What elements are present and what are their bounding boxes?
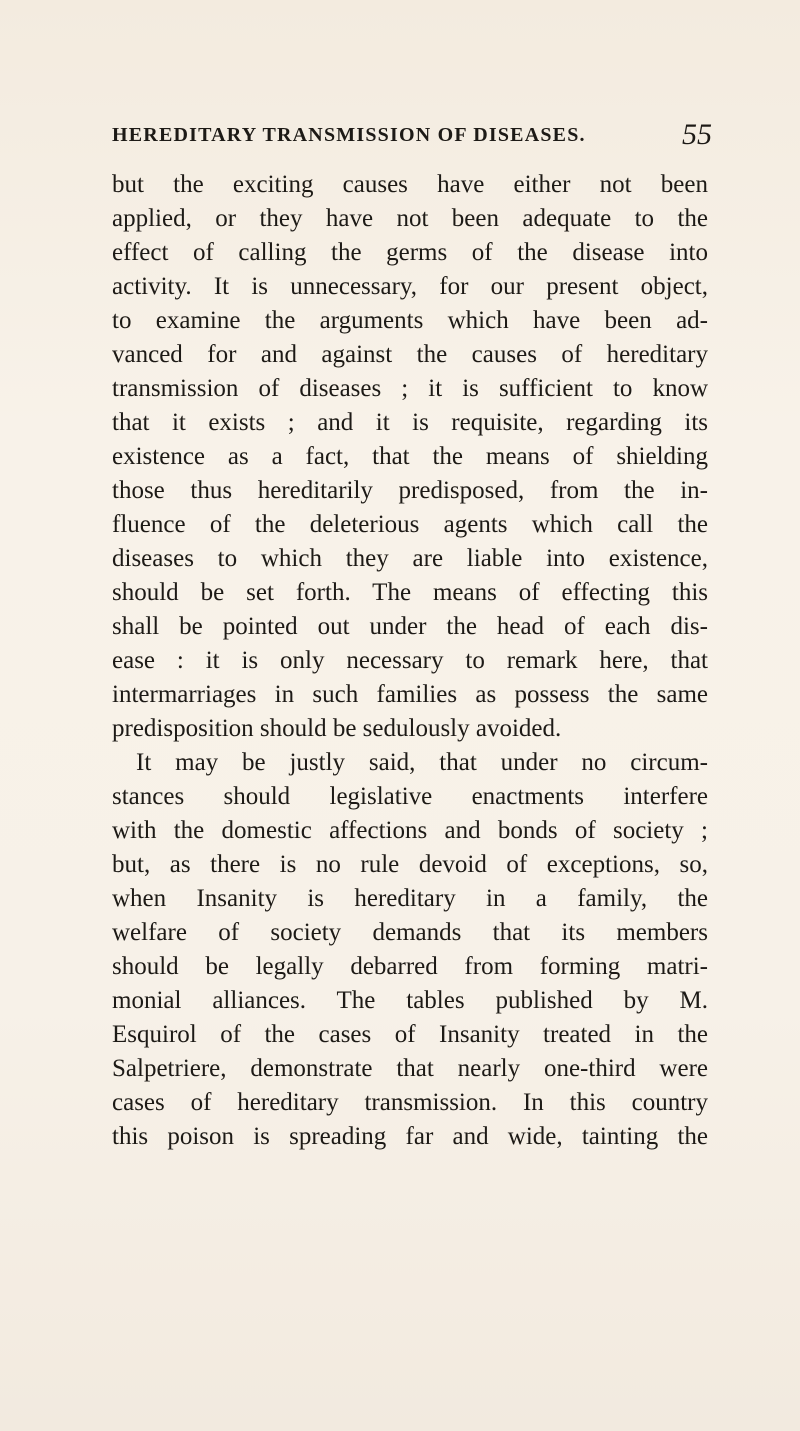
- text-line: welfare of society demands that its members: [112, 919, 708, 946]
- running-head: HEREDITARY TRANSMISSION OF DISEASES.: [112, 124, 586, 146]
- text-line: those thus hereditarily predisposed, from the in-: [112, 477, 708, 504]
- text-line: to examine the arguments which have been ad-: [112, 307, 708, 334]
- text-line: fluence of the deleterious agents which call the: [112, 511, 708, 538]
- text-line: should be set forth. The means of effecting this: [112, 579, 708, 606]
- text-line: activity. It is unnecessary, for our present object,: [112, 273, 708, 300]
- text-line: vanced for and against the causes of hereditary: [112, 341, 708, 368]
- text-line: cases of hereditary transmission. In this country: [112, 1089, 708, 1116]
- text-line: monial alliances. The tables published by M.: [112, 987, 708, 1014]
- text-line: this poison is spreading far and wide, tainting the: [112, 1123, 708, 1150]
- text-line: It may be justly said, that under no circum-: [136, 749, 708, 776]
- text-line: Salpetriere, demonstrate that nearly one-third were: [112, 1055, 708, 1082]
- text-line: should be legally debarred from forming matri-: [112, 953, 708, 980]
- text-line: that it exists ; and it is requisite, regarding its: [112, 409, 708, 436]
- text-line: shall be pointed out under the head of each dis-: [112, 613, 708, 640]
- page-header: [112, 118, 712, 158]
- page-number: 55: [682, 118, 712, 151]
- text-line: existence as a fact, that the means of shielding: [112, 443, 708, 470]
- text-line: diseases to which they are liable into existence,: [112, 545, 708, 572]
- text-line: Esquirol of the cases of Insanity treated in the: [112, 1021, 708, 1048]
- text-line: stances should legislative enactments interfere: [112, 783, 708, 810]
- text-line: but, as there is no rule devoid of exceptions, so,: [112, 851, 708, 878]
- text-line: with the domestic affections and bonds of society ;: [112, 817, 708, 844]
- text-line: when Insanity is hereditary in a family, the: [112, 885, 708, 912]
- text-line: transmission of diseases ; it is sufficient to know: [112, 375, 708, 402]
- text-line: intermarriages in such families as possess the same: [112, 681, 708, 708]
- text-line: effect of calling the germs of the disease into: [112, 239, 708, 266]
- text-line: ease : it is only necessary to remark here, that: [112, 647, 708, 674]
- body-text: [112, 168, 708, 1154]
- text-line: applied, or they have not been adequate to the: [112, 205, 708, 232]
- text-line: but the exciting causes have either not been: [112, 171, 708, 198]
- text-line: predisposition should be sedulously avoided.: [112, 715, 562, 742]
